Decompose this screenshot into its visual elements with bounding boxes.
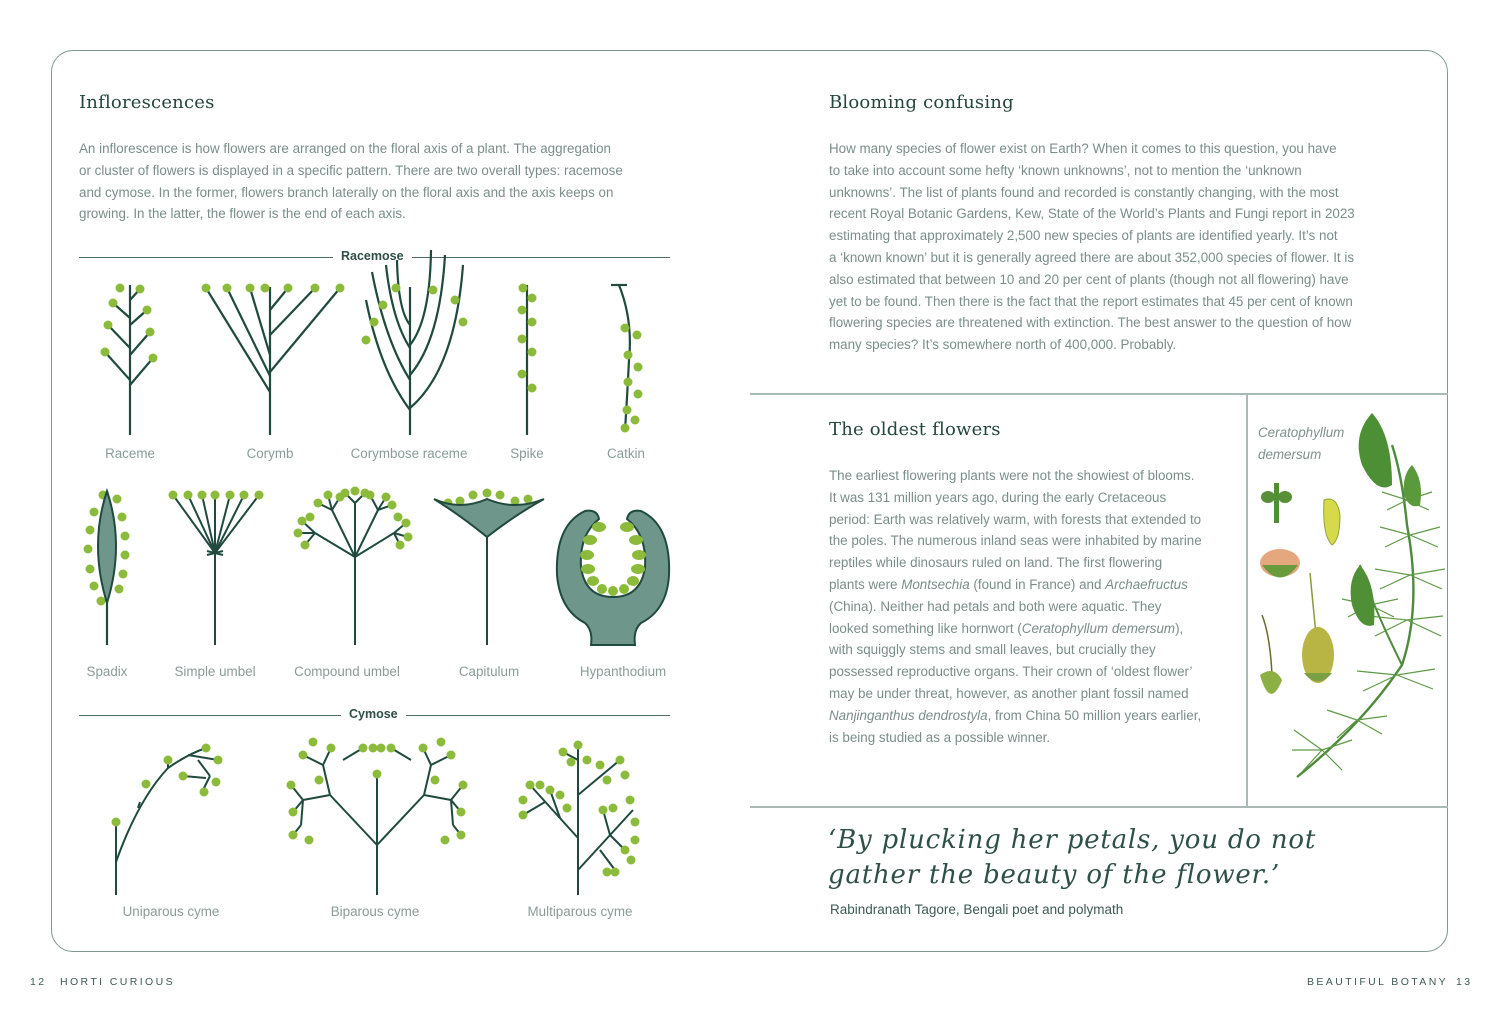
caption-line: demersum — [1258, 447, 1322, 462]
section-rule-bottom — [750, 806, 1448, 808]
quote-attribution: Rabindranath Tagore, Bengali poet and polymath — [830, 902, 1124, 917]
multiparous-cyme-diagram — [515, 740, 645, 900]
label-capitulum: Capitulum — [458, 664, 520, 679]
corymb-diagram — [198, 280, 348, 440]
body-line: How many species of flower exist on Earth? When it comes to this question, you have — [829, 141, 1337, 156]
body-line: is being studied as a possible winner. — [829, 729, 1051, 745]
section-title-inflorescences: Inflorescences — [79, 92, 215, 113]
label-uniparous-cyme: Uniparous cyme — [122, 904, 220, 919]
label-multiparous-cyme: Multiparous cyme — [527, 904, 633, 919]
section-title-oldest-flowers: The oldest flowers — [829, 419, 1001, 440]
spike-diagram — [510, 280, 540, 440]
species-name: Nanjinganthus dendrostyla — [829, 707, 988, 723]
body-line: flowering species are threatened with extinction. The best answer to the question of how — [829, 315, 1352, 331]
body-line: possessed reproductive organs. Their crown of ‘oldest flower’ — [829, 664, 1193, 680]
body-line: yet to be found. Then there is the fact that the report estimates that 45 per cent of known — [829, 293, 1353, 309]
body-line: The earliest flowering plants were not the showiest of blooms. — [829, 468, 1195, 483]
intro-line: and cymose. In the former, flowers branch laterally on the floral axis and the axis keeps on — [79, 184, 614, 200]
section-rule-top — [750, 393, 1448, 395]
label-compound-umbel: Compound umbel — [294, 664, 400, 679]
body-line: with squiggly stems and small leaves, but crucially they — [829, 642, 1156, 658]
body-line: also estimated that between 10 and 20 per cent of plants (though not all flowering) have — [829, 271, 1349, 287]
label-simple-umbel: Simple umbel — [174, 664, 256, 679]
spadix-diagram — [80, 485, 135, 650]
intro-line: growing. In the latter, the flower is the end of each axis. — [79, 206, 406, 222]
simple-umbel-diagram — [165, 485, 270, 650]
label-corymb: Corymb — [246, 446, 294, 461]
page-number-left: 12 — [30, 976, 47, 988]
pull-quote — [828, 823, 1316, 893]
body-line: estimating that approximately 2,500 new species of plants are identified yearly. It’s not — [829, 228, 1338, 244]
label-hypanthodium: Hypanthodium — [579, 664, 667, 679]
compound-umbel-diagram — [290, 485, 415, 650]
capitulum-diagram — [430, 485, 550, 650]
body-line: period: Earth was relatively warm, with forests that extended to — [829, 511, 1202, 527]
biparous-cyme-diagram — [283, 740, 473, 900]
label-spike: Spike — [510, 446, 544, 461]
species-name: Montsechia — [901, 576, 970, 592]
blooming-confusing-body — [829, 138, 1419, 356]
oldest-flowers-body — [829, 465, 1239, 748]
uniparous-cyme-diagram — [108, 740, 233, 900]
corymbose-raceme-diagram — [360, 280, 470, 440]
body-line: to take into account some hefty ‘known unknowns’, not to mention the ‘unknown — [829, 162, 1302, 178]
body-line: a ‘known known’ but it is generally agreed there are about 352,000 species of flower. It is — [829, 249, 1355, 265]
running-head-right: BEAUTIFUL BOTANY — [1307, 976, 1449, 988]
label-catkin: Catkin — [607, 446, 645, 461]
body-line: reptiles while dinosaurs ruled on land. The first flowering — [829, 555, 1163, 571]
illustration-rule — [1246, 393, 1248, 807]
intro-line: An inflorescence is how flowers are arranged on the floral axis of a plant. The aggregation — [79, 141, 611, 156]
intro-line: or cluster of flowers is displayed in a specific pattern. There are two overall types: racemose — [79, 162, 623, 178]
raceme-diagram — [95, 280, 165, 440]
body-line — [829, 705, 1239, 727]
label-raceme: Raceme — [105, 446, 155, 461]
text: plants were — [829, 576, 902, 592]
quote-line: gather the beauty of the flower.’ — [828, 860, 1281, 890]
body-line: the poles. The numerous inland seas were inhabited by marine — [829, 533, 1202, 549]
body-line: (China). Neither had petals and both were aquatic. They — [829, 598, 1162, 614]
section-title-blooming-confusing: Blooming confusing — [829, 92, 1014, 113]
hornwort-illustration — [1252, 405, 1447, 800]
body-line: many species? It’s somewhere north of 400,000. Probably. — [829, 337, 1177, 353]
label-corymbose-raceme: Corymbose raceme — [350, 446, 468, 461]
text: ), — [1175, 620, 1184, 636]
running-head-left: HORTI CURIOUS — [60, 976, 176, 988]
body-line — [829, 574, 1239, 596]
caption-line: Ceratophyllum — [1258, 425, 1345, 440]
catkin-diagram — [605, 280, 650, 440]
body-line: unknowns’. The list of plants found and recorded is constantly changing, with the most — [829, 184, 1339, 200]
text: , from China 50 million years earlier, — [987, 707, 1202, 723]
quote-line: ‘By plucking her petals, you do not — [828, 825, 1317, 855]
text: (found in France) and — [969, 576, 1106, 592]
species-name: Ceratophyllum demersum — [1021, 620, 1176, 636]
hypanthodium-diagram — [555, 505, 673, 650]
body-line: It was 131 million years ago, during the early Cretaceous — [829, 489, 1167, 505]
species-name: Archaefructus — [1105, 576, 1188, 592]
label-biparous-cyme: Biparous cyme — [330, 904, 420, 919]
body-line: recent Royal Botanic Gardens, Kew, State of the World’s Plants and Fungi report in 2023 — [829, 206, 1355, 222]
inflorescence-intro — [79, 138, 679, 225]
racemose-heading: Racemose — [333, 249, 412, 263]
text: looked something like hornwort ( — [829, 620, 1022, 636]
label-spadix: Spadix — [86, 664, 128, 679]
page-number-right: 13 — [1456, 976, 1473, 988]
body-line — [829, 618, 1239, 640]
body-line: may be under threat, however, as another plant fossil named — [829, 685, 1189, 701]
cymose-heading: Cymose — [341, 707, 406, 721]
